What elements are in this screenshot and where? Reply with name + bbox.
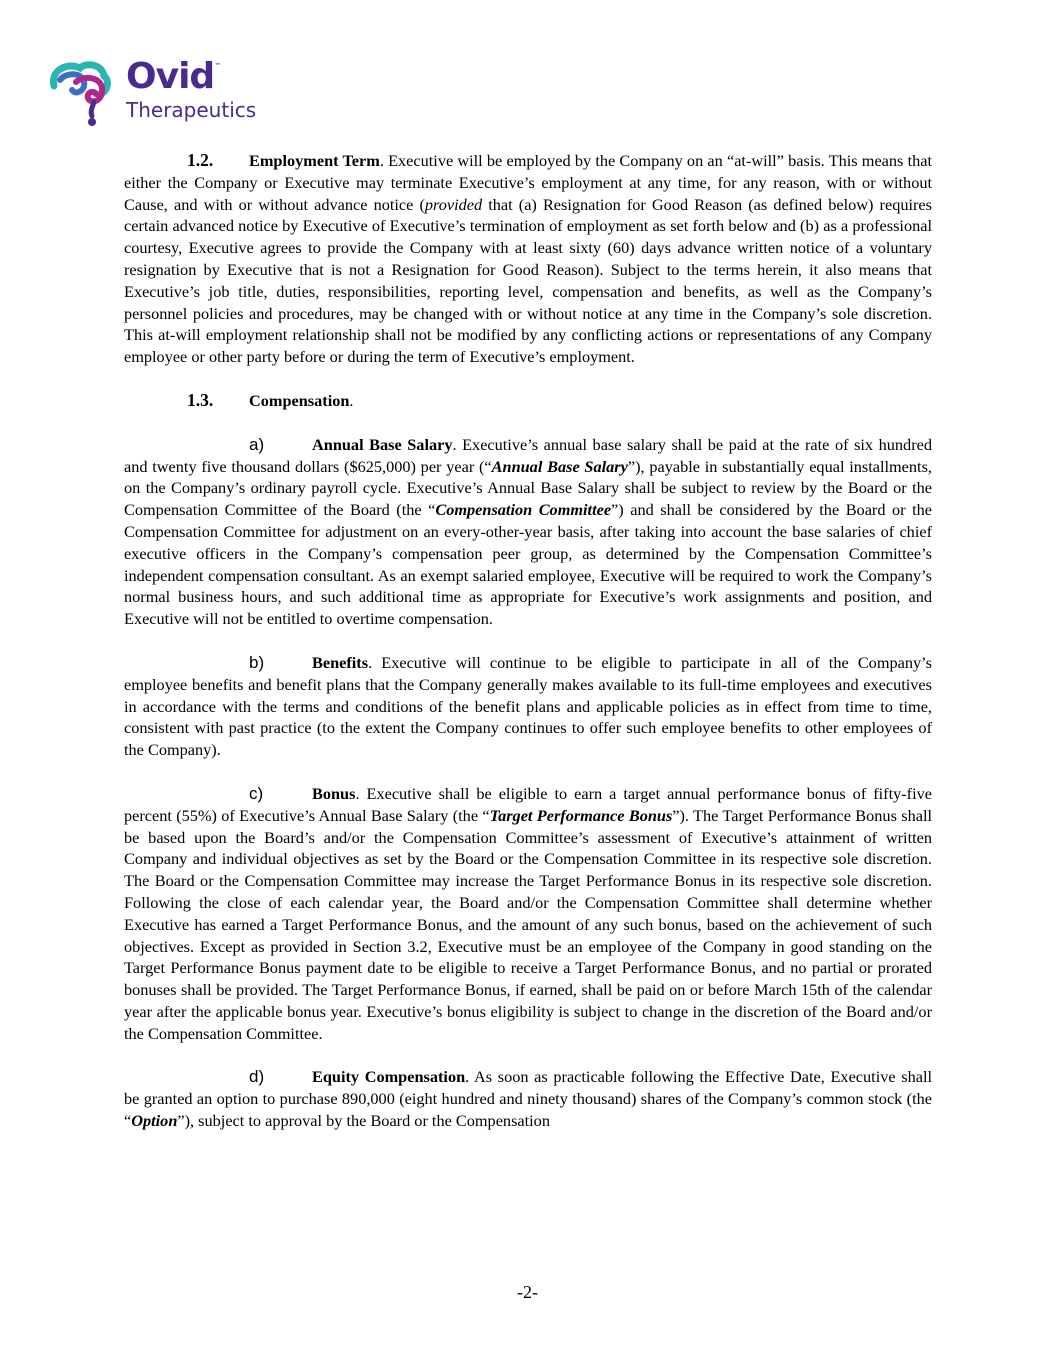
subsection-d — [124, 1066, 932, 1131]
subsection-c — [124, 783, 932, 1045]
section-number: 1.3. — [187, 389, 214, 410]
subsection-label: c) — [249, 783, 264, 803]
logo-subtitle: Therapeutics — [126, 98, 257, 122]
page-number: -2- — [517, 1282, 538, 1302]
defined-term: Compensation Committee — [435, 500, 612, 520]
subsection-label: b) — [249, 652, 265, 672]
subsection-a — [124, 434, 932, 630]
subsection-label: d) — [249, 1067, 265, 1087]
logo-brand-name: Ovid™ — [126, 56, 221, 97]
trademark-symbol: ™ — [214, 62, 221, 70]
section-1-3 — [124, 390, 932, 412]
subsection-heading: Annual Base Salary — [312, 434, 453, 454]
section-1-2 — [124, 150, 932, 368]
subsection-heading: Equity Compensation — [312, 1067, 466, 1087]
section-text: . Executive will be employed by the Company on an “at-will” basis. This means that either the Company or Executive may terminate Executive’s employment at any time, for any reason, with or without Cause, and with or without advance notice ( — [124, 151, 932, 214]
subsection-heading: Benefits — [312, 652, 369, 672]
section-heading: Compensation — [249, 390, 350, 410]
section-text: . Executive shall be eligible to earn a target annual performance bonus of fifty-five percent (55%) of Executive’s Annual Base Salary (the “ — [124, 783, 932, 825]
section-text: that (a) Resignation for Good Reason (as defined below) requires certain advanced notice by Executive of Executive’s termination of employment as set forth below and (b) as a professional courtesy, Executive agrees to provide the Company with at least sixty (60) days advance written notice of a voluntary resignation by Executive that is not a Resignation for Good Reason). Subject to the terms herein, it also means that Executive’s job title, duties, responsibilities, reporting level, compensation and benefits, as well as the Company’s personnel policies and procedures, may be changed with or without notice at any time in the Company’s sole discretion. This at-will employment relationship shall not be modified by any conflicting actions or representations of any Company employee or other party before or during the term of Executive’s employment. — [124, 194, 932, 367]
section-text: ”), subject to approval by the Board or the Compensation — [177, 1111, 550, 1131]
emphasis-term: provided — [424, 194, 483, 214]
section-text: . — [349, 390, 354, 410]
ovid-brain-icon — [46, 58, 124, 128]
subsection-b — [124, 652, 932, 761]
section-text: ”). The Target Performance Bonus shall be based upon the Board’s and/or the Compensation Committee’s assessment of Executive’s attainment of written Company and individual objectives as set by the Board or the Compensation Committee in its respective sole discretion. The Board or the Compensation Committee may increase the Target Performance Bonus in its respective sole discretion. Following the close of each calendar year, the Board and/or the Compensation Committee shall determine whether Executive has earned a Target Performance Bonus, and the amount of any such bonus, based on the achievement of such objectives. Except as provided in Section 3.2, Executive must be an employee of the Company in good standing on the Target Performance Bonus payment date to be eligible to receive a Target Performance Bonus, and no partial or prorated bonuses shall be provided. The Target Performance Bonus, if earned, shall be paid on or before March 15th of the calendar year after the applicable bonus year. Executive’s bonus eligibility is subject to change in the discretion of the Board and/or the Compensation Committee. — [124, 805, 932, 1043]
section-text: . Executive’s annual base salary shall be paid at the rate of six hundred and twenty five thousand dollars ($625,000) per year (“ — [124, 434, 932, 476]
section-text: . Executive will continue to be eligible to participate in all of the Company’s employee benefits and benefit plans that the Company generally makes available to its full-time employees and executives in accordance with the terms and conditions of the benefit plans and applicable policies as in effect from time to time, consistent with past practice (to the extent the Company continues to offer such employee benefits to other employees of the Company). — [124, 652, 932, 760]
subsection-heading: Bonus — [312, 783, 356, 803]
subsection-label: a) — [249, 434, 265, 454]
document-body — [124, 150, 932, 1154]
section-text: ”), payable in substantially equal installments, on the Company’s ordinary payroll cycle. Executive’s Annual Base Salary shall be subject to review by the Board or the Compensation Committee of the Board (the “ — [124, 456, 932, 520]
section-number: 1.2. — [187, 150, 214, 170]
section-heading: Employment Term — [249, 151, 380, 170]
defined-term: Target Performance Bonus — [489, 805, 673, 825]
defined-term: Option — [131, 1111, 178, 1131]
company-logo — [46, 58, 266, 128]
section-text: . As soon as practicable following the Effective Date, Executive shall be granted an option to purchase 890,000 (eight hundred and ninety thousand) shares of the Company’s common stock (the “ — [124, 1067, 932, 1131]
defined-term: Annual Base Salary — [491, 456, 628, 476]
section-text: ”) and shall be considered by the Board or the Compensation Committee for adjustment on an every-other-year basis, after taking into account the base salaries of chief executive officers in the Company’s compensation peer group, as determined by the Compensation Committee’s independent compensation consultant. As an exempt salaried employee, Executive will be required to work the Company’s normal business hours, and such additional time as appropriate for Executive’s work assignments and position, and Executive will not be entitled to overtime compensation. — [124, 500, 932, 629]
